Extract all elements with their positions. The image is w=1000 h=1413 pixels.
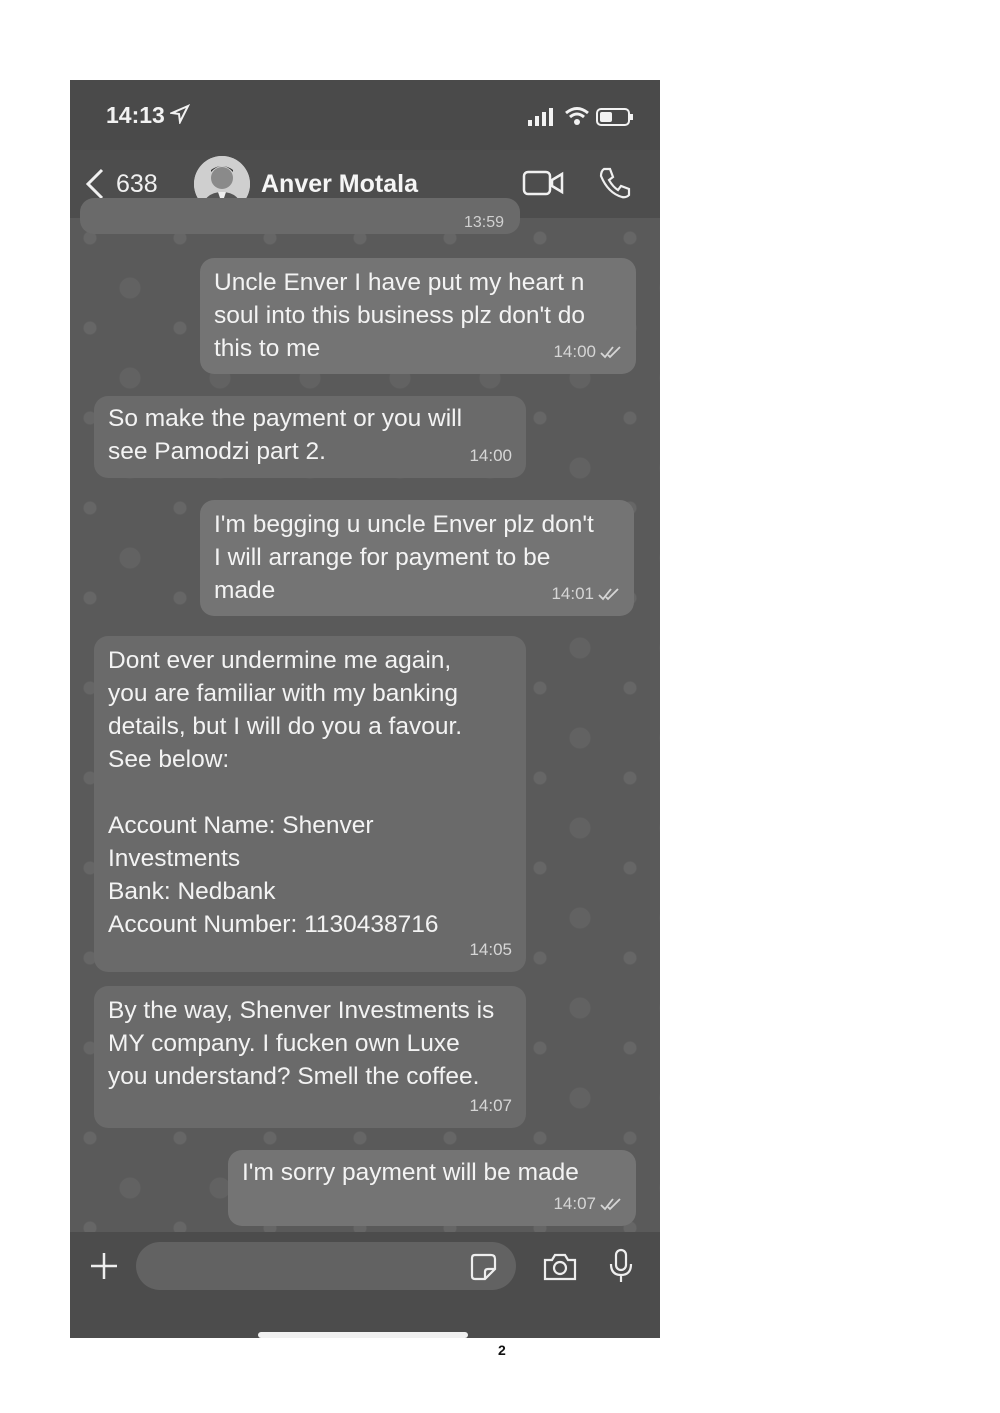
double-check-icon <box>600 1197 622 1211</box>
chat-area[interactable] <box>70 214 660 1232</box>
page-number: 2 <box>498 1342 506 1358</box>
video-call-icon[interactable] <box>522 168 564 198</box>
message-text: By the way, Shenver Investments is MY company. I fucken own Luxe you understand? Smell the coffee. <box>108 997 495 1090</box>
wifi-icon <box>564 106 590 126</box>
message-meta <box>469 1089 512 1122</box>
message-meta <box>469 439 512 472</box>
message-text: So make the payment or you will see Pamodzi part 2. <box>108 405 463 465</box>
input-bar <box>70 1232 660 1338</box>
signal-icon <box>528 108 556 126</box>
microphone-icon[interactable] <box>608 1248 634 1284</box>
plus-icon[interactable] <box>88 1250 120 1282</box>
message-text: I'm begging u uncle Enver plz don't I will arrange for payment to be made <box>214 511 594 604</box>
message-text: Dont ever undermine me again, you are familiar with my banking details, but I will do you a favour. See below: Account Name: Shenver Investments Bank: Nedbank Account Number: 1130438716 <box>108 647 463 938</box>
message-text: Uncle Enver I have put my heart n soul into this business plz don't do this to me <box>214 269 586 362</box>
message-time: 14:07 <box>469 1096 512 1115</box>
message-bubble-incoming[interactable] <box>94 396 526 478</box>
message-time: 14:07 <box>553 1194 596 1213</box>
message-meta <box>553 335 622 368</box>
chevron-left-icon[interactable] <box>84 168 106 200</box>
phone-icon[interactable] <box>598 166 632 200</box>
double-check-icon <box>600 345 622 359</box>
contact-name[interactable]: Anver Motala <box>261 170 418 198</box>
message-text: I'm sorry payment will be made <box>242 1159 579 1186</box>
message-bubble-incoming[interactable] <box>94 636 526 972</box>
message-meta <box>553 1187 622 1220</box>
message-time: 14:01 <box>551 584 594 603</box>
message-time: 14:00 <box>553 342 596 361</box>
message-time: 14:05 <box>469 940 512 959</box>
status-time: 14:13 <box>106 102 165 128</box>
message-bubble-incoming[interactable] <box>94 986 526 1128</box>
message-time: 14:00 <box>469 446 512 465</box>
home-indicator <box>258 1332 468 1338</box>
previous-message <box>80 198 520 234</box>
phone-screen <box>70 80 660 1338</box>
battery-icon <box>596 108 634 126</box>
message-input[interactable] <box>136 1242 516 1290</box>
message-meta <box>469 933 512 966</box>
status-bar <box>70 80 660 150</box>
message-meta <box>551 577 620 610</box>
message-bubble-outgoing[interactable] <box>228 1150 636 1226</box>
sticker-icon[interactable] <box>468 1252 498 1282</box>
message-bubble-outgoing[interactable] <box>200 258 636 374</box>
unread-count[interactable]: 638 <box>116 170 158 198</box>
camera-icon[interactable] <box>542 1252 578 1282</box>
message-time: 13:59 <box>463 214 504 231</box>
location-arrow-icon <box>170 104 190 124</box>
message-bubble-outgoing[interactable] <box>200 500 634 616</box>
double-check-icon <box>598 587 620 601</box>
